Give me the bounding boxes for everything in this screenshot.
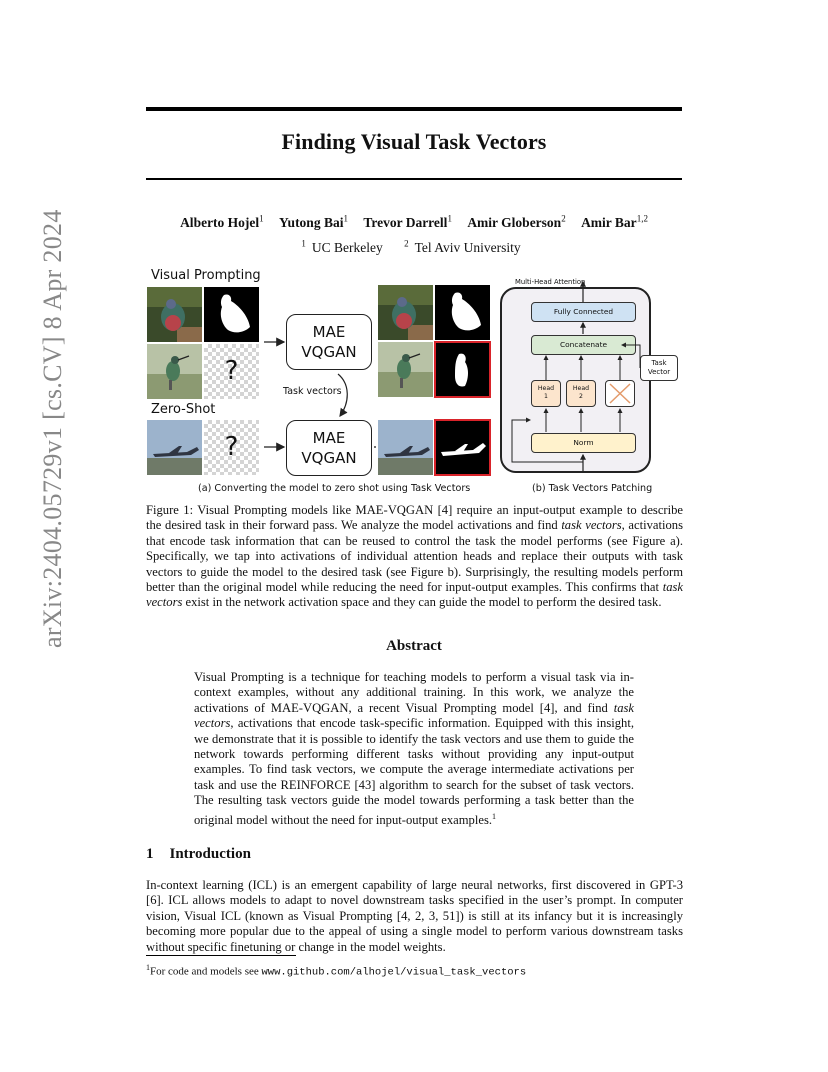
figure-caption: Figure 1: Visual Prompting models like MAE-VQGAN [4] require an input-output example to describe the desired task in their forward pass. We analyze the model activations and find task vectors, activations that encode task information that can be reused to control the task the model performs (see Figure a). Specifically, we tap into activations of individual attention heads and replace their outputs with task vectors to guide the model to the desired task (see Figure b). Surprisingly, the resulting models perform better than the original model while reducing the need for input-output examples. This confirms that task vectors exist in the network activation space and they can guide the model to perform the desired task. xyxy=(146,503,683,610)
arxiv-identifier: arXiv:2404.05729v1 [cs.CV] 8 Apr 2024 xyxy=(38,209,67,648)
footnote-rule xyxy=(146,955,296,956)
head-1-box: Head 1 xyxy=(531,380,561,407)
affiliation: $^1$ UC Berkeley xyxy=(301,238,383,255)
question-mark: ? xyxy=(224,356,239,386)
norm-box: Norm xyxy=(531,433,636,453)
question-mark: ? xyxy=(224,432,239,462)
concatenate-box: Concatenate xyxy=(531,335,636,355)
attention-arrows xyxy=(490,270,690,480)
footnote: $^1$For code and models see www.github.com/alhojel/visual_task_vectors xyxy=(146,963,527,979)
task-vectors-label: Task vectors xyxy=(283,386,342,397)
fully-connected-box: Fully Connected xyxy=(531,302,636,322)
visual-prompting-label: Visual Prompting xyxy=(151,268,261,283)
bird-mask-image xyxy=(435,285,490,340)
abstract-heading: Abstract xyxy=(386,638,442,654)
code-link[interactable]: www.github.com/alhojel/visual_task_vectors xyxy=(261,966,527,979)
multi-head-attention-label: Multi-Head Attention xyxy=(515,278,586,286)
zero-shot-label: Zero-Shot xyxy=(151,402,216,417)
author: Trevor Darrell$^1$ xyxy=(363,213,452,230)
airplane-query-image xyxy=(378,420,433,475)
section-heading: 1 Introduction xyxy=(146,846,251,862)
task-vector-box: Task Vector xyxy=(640,355,678,381)
mae-vqgan-model-box: MAE VQGAN xyxy=(286,314,372,370)
affiliation: $^2$ Tel Aviv University xyxy=(404,238,521,255)
author: Amir Globerson$^2$ xyxy=(467,213,566,230)
author: Yutong Bai$^1$ xyxy=(279,213,348,230)
author: Alberto Hojel$^1$ xyxy=(180,213,264,230)
author: Amir Bar$^{1,2}$ xyxy=(581,213,648,230)
predicted-hummingbird-mask xyxy=(435,342,490,397)
head-2-box: Head 2 xyxy=(566,380,596,407)
predicted-airplane-mask xyxy=(435,420,490,475)
figure-caption-a: (a) Converting the model to zero shot using Task Vectors xyxy=(198,483,471,494)
bird-example-image xyxy=(378,285,433,340)
figure-caption-b: (b) Task Vectors Patching xyxy=(532,483,653,494)
abstract-text: Visual Prompting is a technique for teaching models to perform a visual task via in-context examples, without any additional training. In this work, we analyze the activations of MAE-VQGAN, a recent Visual Prompting model [4], and find task vectors, activations that encode task-specific information. Equipped with this insight, we demonstrate that it is possible to identify the task vectors and use them to guide the network towards performing different tasks without providing any input-output examples. To find task vectors, we compute the average intermediate activations per task and use the REINFORCE [43] algorithm to search for the subset of task vectors. The resulting task vectors guide the model towards performing a task better than the original model without the need for input-output examples.$^1$ xyxy=(194,670,634,827)
paper-title: Finding Visual Task Vectors xyxy=(281,129,547,154)
introduction-paragraph: In-context learning (ICL) is an emergent capability of large neural networks, first discovered in GPT-3 [6]. ICL allows models to adapt to novel downstream tasks specified in the user’s prompt. In computer vision, Visual ICL (known as Visual Prompting [4, 2, 3, 51]) is still at its infancy but it is increasingly becoming more popular due to the appeal of using a single model to perform various downstream tasks without specific finetuning or change in the model weights. xyxy=(146,878,683,954)
hummingbird-query-image xyxy=(378,342,433,397)
mae-vqgan-model-box: MAE VQGAN xyxy=(286,420,372,476)
